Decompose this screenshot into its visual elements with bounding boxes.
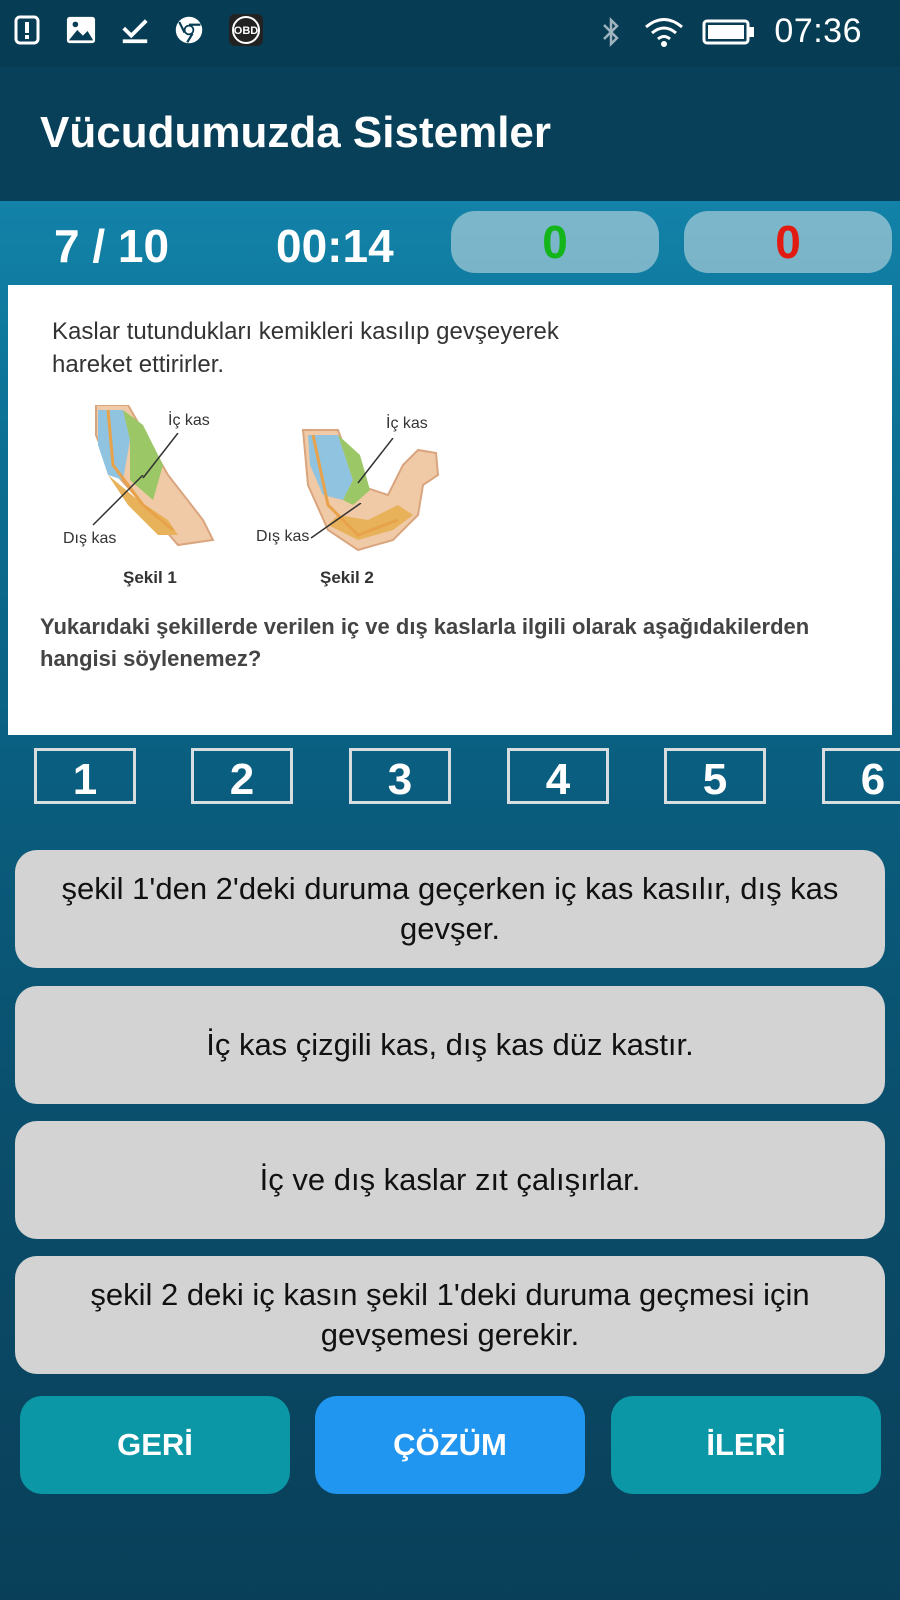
page-button-3[interactable]: 3 (349, 748, 451, 804)
obd-text: OBD (233, 25, 259, 37)
timer: 00:14 (276, 220, 394, 272)
fig2-outer-label: Dış kas (256, 528, 310, 545)
answer-option-a[interactable]: şekil 1'den 2'deki duruma geçerken iç kas kasılır, dış kas gevşer. (15, 850, 885, 968)
fig1-caption: Şekil 1 (123, 568, 177, 587)
page-button-2[interactable]: 2 (191, 748, 293, 804)
clock: 07:36 (774, 12, 862, 50)
answer-option-b[interactable]: İç kas çizgili kas, dış kas düz kastır. (15, 986, 885, 1104)
download-done-icon (120, 14, 150, 46)
bluetooth-icon (596, 16, 626, 48)
fig2-caption: Şekil 2 (320, 568, 374, 587)
next-button[interactable]: İLERİ (611, 1396, 881, 1494)
page-button-4[interactable]: 4 (507, 748, 609, 804)
fig2-inner-pointer (353, 438, 403, 488)
back-button[interactable]: GERİ (20, 1396, 290, 1494)
solution-button[interactable]: ÇÖZÜM (315, 1396, 585, 1494)
correct-count: 0 (451, 211, 659, 273)
wrong-count: 0 (684, 211, 892, 273)
page-button-6[interactable]: 6 (822, 748, 900, 804)
image-icon (66, 14, 96, 46)
app-title: Vücudumuzda Sistemler (40, 108, 552, 157)
fig2-inner-label: İç kas (386, 415, 428, 432)
fig1-outer-label: Dış kas (63, 530, 117, 547)
stats-bar (0, 201, 900, 281)
question-prompt: Yukarıdaki şekillerde verilen iç ve dış kaslarla ilgili olarak aşağıdakilerden hangisi söylenemez? (40, 614, 810, 671)
fig1-inner-label: İç kas (168, 412, 210, 429)
chrome-icon (174, 14, 204, 46)
page-button-1[interactable]: 1 (34, 748, 136, 804)
answer-option-c[interactable]: İç ve dış kaslar zıt çalışırlar. (15, 1121, 885, 1239)
app-bar (0, 66, 900, 201)
fig2-outer-pointer (306, 503, 366, 543)
question-progress: 7 / 10 (54, 220, 170, 272)
alert-icon (12, 14, 42, 46)
fig1-outer-pointer (88, 475, 148, 530)
question-card (8, 285, 892, 735)
page-button-5[interactable]: 5 (664, 748, 766, 804)
question-intro: Kaslar tutundukları kemikleri kasılıp gevşeyerek hareket ettirirler. (52, 318, 559, 378)
answer-option-d[interactable]: şekil 2 deki iç kasın şekil 1'deki duruma geçmesi için gevşemesi gerekir. (15, 1256, 885, 1374)
wifi-icon (644, 16, 684, 48)
battery-icon (702, 16, 756, 48)
status-bar (0, 0, 900, 66)
obd-icon (228, 14, 264, 46)
question-pager (0, 748, 900, 808)
